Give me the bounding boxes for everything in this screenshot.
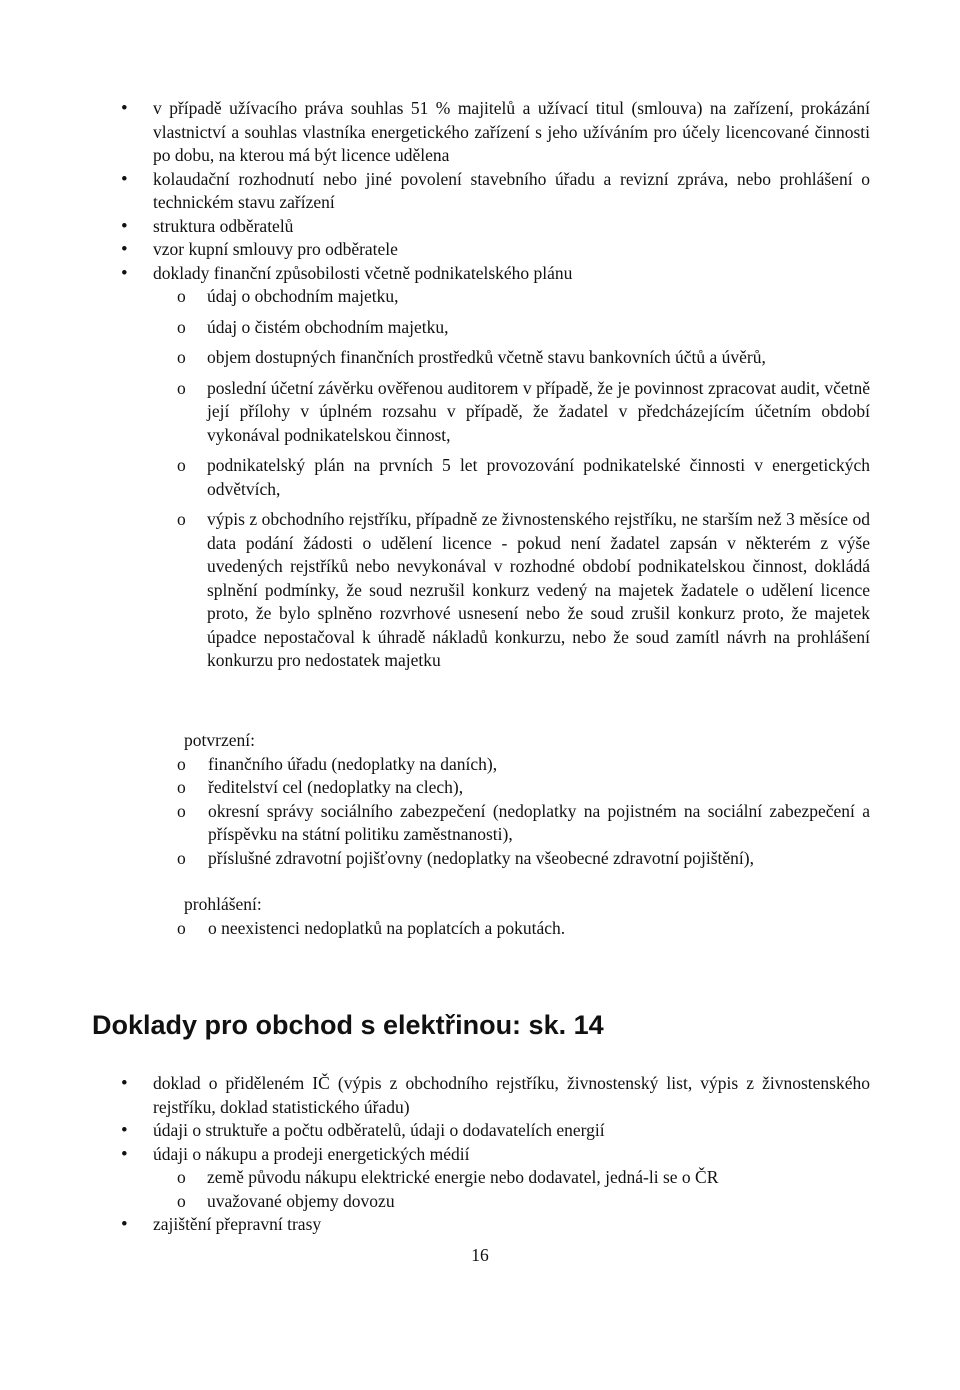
confirmations-heading: potvrzení: (184, 730, 255, 750)
list-item: o ředitelství cel (nedoplatky na clech), (176, 776, 870, 800)
list-item: o příslušné zdravotní pojišťovny (nedoplatky na všeobecné zdravotní pojištění), (176, 847, 870, 871)
license-requirements-list (100, 97, 870, 680)
list-item: • údaji o struktuře a počtu odběratelů, údaji o dodavatelích energií (100, 1119, 870, 1143)
list-item: o finančního úřadu (nedoplatky na daních), (176, 753, 870, 777)
page-number: 16 (471, 1245, 489, 1265)
list-item: o okresní správy sociálního zabezpečení (nedoplatky na pojistném na sociální zabezpečení a příspěvku na státní politiku zaměstnanosti), (176, 800, 870, 847)
list-item: o o neexistenci nedoplatků na poplatcích a pokutách. (176, 917, 870, 941)
section-title: Doklady pro obchod s elektřinou: sk. 14 (92, 1010, 604, 1040)
financial-capability-sublist (153, 285, 870, 673)
list-item: • zajištění přepravní trasy (100, 1213, 870, 1237)
list-item: • kolaudační rozhodnutí nebo jiné povolení stavebního úřadu a revizní zpráva, nebo prohlášení o technickém stavu zařízení (100, 168, 870, 215)
sublist-item: o poslední účetní závěrku ověřenou auditorem v případě, že je povinnost zpracovat audit, včetně její přílohy v úplném rozsahu v případě, že žadatel v předcházejícím účetním období vykonával podnikatelskou činnost, (153, 377, 870, 448)
declarations-heading: prohlášení: (184, 894, 262, 914)
list-item: • vzor kupní smlouvy pro odběratele (100, 238, 870, 262)
sublist-item: o údaj o obchodním majetku, (153, 285, 870, 309)
sublist-item: o údaj o čistém obchodním majetku, (153, 316, 870, 340)
list-item: • struktura odběratelů (100, 215, 870, 239)
list-item: • doklady finanční způsobilosti včetně podnikatelského plánu o údaj o obchodním majetku, o údaj o čistém obchodním majetku, o objem dostupných finančních prostředků včetně stavu bankovních účtů a úvěrů, o poslední účetní závěrku ověřenou auditorem v případě, že je povinnost zpracovat audit, včetně její přílohy v úplném rozsahu v případě, že žadatel v předcházejícím účetním období vykonával podnikatelskou činnost, o podnikatelský plán na prvních 5 let provozování podnikatelské činnosti v energetických odvětvích, o výpis z obchodního rejstříku, případně ze živnostenského rejstříku, ne starším než 3 měsíce od data podání žádosti o udělení licence - pokud není žadatel zapsán v některém z výše uvedených rejstříků nebo nevykonával v rozhodné období podnikatelskou činnost, dokládá splnění podmínky, že soud nezrušil konkurz vedený na majetek žadatele o udělení licence proto, že bylo splněno rozvrhové usnesení nebo že soud zrušil konkurz proto, že majetek úpadce nepostačoval k úhradě nákladů konkurzu, nebo že soud zamítl návrh na prohlášení konkurzu pro nedostatek majetku (100, 262, 870, 673)
sublist-item: o uvažované objemy dovozu (153, 1190, 870, 1214)
sublist-item: o podnikatelský plán na prvních 5 let provozování podnikatelské činnosti v energetických odvětvích, (153, 454, 870, 501)
sublist-item: o objem dostupných finančních prostředků včetně stavu bankovních účtů a úvěrů, (153, 346, 870, 370)
electricity-trade-documents-list (100, 1072, 870, 1237)
declarations-list (176, 917, 870, 941)
list-item: • doklad o přiděleném IČ (výpis z obchodního rejstříku, živnostenský list, výpis z živnostenského rejstříku, doklad statistického úřadu) (100, 1072, 870, 1119)
confirmations-list (176, 753, 870, 871)
energy-trade-sublist (153, 1166, 870, 1213)
sublist-item: o výpis z obchodního rejstříku, případně ze živnostenského rejstříku, ne starším než 3 měsíce od data podání žádosti o udělení licence - pokud není žadatel zapsán v některém z výše uvedených rejstříků nebo nevykonával v rozhodné období podnikatelskou činnost, dokládá splnění podmínky, že soud nezrušil konkurz vedený na majetek žadatele o udělení licence proto, že bylo splněno rozvrhové usnesení nebo že soud zrušil konkurz proto, že majetek úpadce nepostačoval k úhradě nákladů konkurzu, nebo že soud zamítl návrh na prohlášení konkurzu pro nedostatek majetku (153, 508, 870, 673)
list-item: • údaji o nákupu a prodeji energetických médií o země původu nákupu elektrické energie nebo dodavatel, jedná-li se o ČR o uvažované objemy dovozu (100, 1143, 870, 1214)
list-item: • v případě užívacího práva souhlas 51 % majitelů a užívací titul (smlouva) na zařízení, prokázání vlastnictví a souhlas vlastníka energetického zařízení s jeho užíváním pro účely licencované činnosti po dobu, na kterou má být licence udělena (100, 97, 870, 168)
sublist-item: o země původu nákupu elektrické energie nebo dodavatel, jedná-li se o ČR (153, 1166, 870, 1190)
confirmations-block (176, 729, 870, 870)
declarations-block (176, 893, 870, 940)
